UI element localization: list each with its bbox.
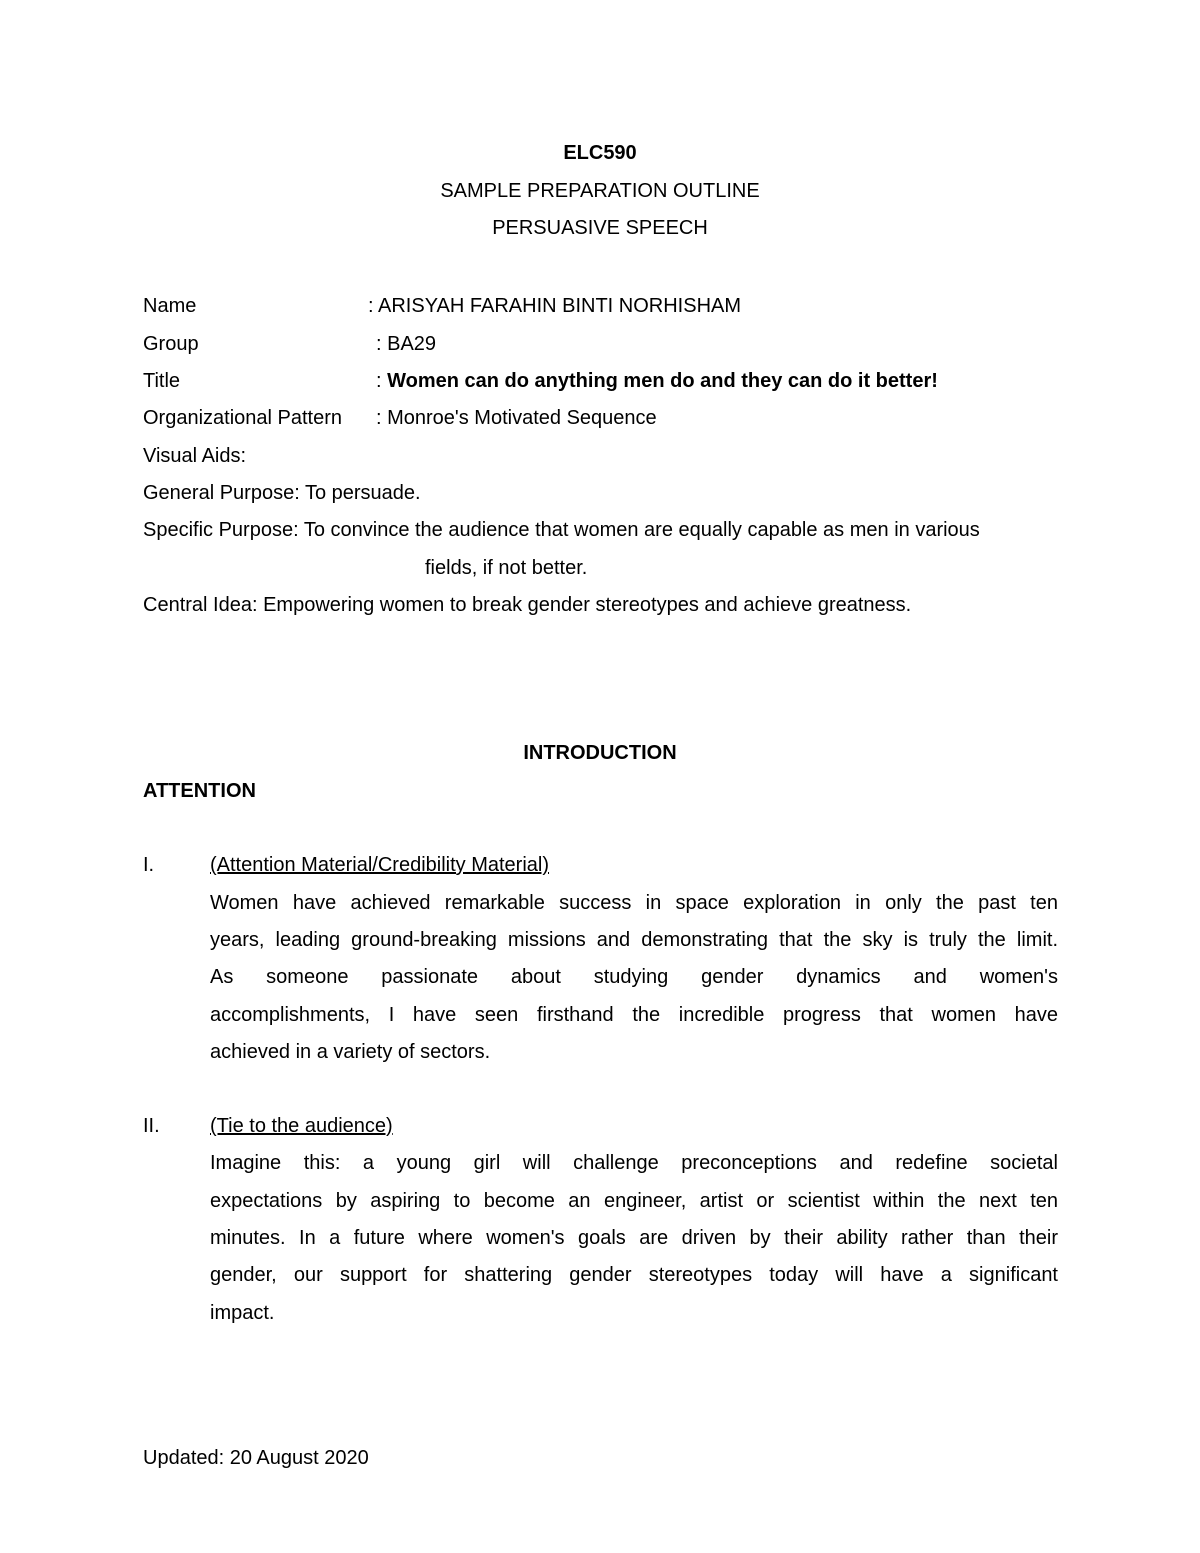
point-label: (Attention Material/Credibility Material) [210, 854, 550, 876]
point-text-line: minutes. In a future where women's goals are driven by their ability rather than their [210, 1227, 1058, 1249]
name-label: Name [143, 295, 197, 317]
point-text-line: impact. [210, 1302, 275, 1324]
pattern-label: Organizational Pattern [143, 407, 343, 429]
point-text-line: achieved in a variety of sectors. [210, 1041, 491, 1063]
attention-heading: ATTENTION [143, 780, 256, 802]
title-row [376, 369, 938, 393]
specific-purpose-line-1: Specific Purpose: To convince the audience that women are equally capable as men in various [143, 519, 980, 541]
point-text-line: accomplishments, I have seen firsthand the incredible progress that women have [210, 1004, 1058, 1026]
updated-footer: Updated: 20 August 2020 [143, 1447, 369, 1469]
point-numeral: I. [143, 854, 155, 876]
title-colon: : [376, 370, 388, 392]
speech-title: Women can do anything men do and they can do it better! [387, 370, 938, 392]
specific-purpose-line-2: fields, if not better. [425, 557, 588, 579]
point-text-line: Women have achieved remarkable success in space exploration in only the past ten [210, 892, 1058, 914]
speech-type: PERSUASIVE SPEECH [492, 217, 708, 239]
point-numeral: II. [143, 1115, 160, 1137]
central-idea: Central Idea: Empowering women to break gender stereotypes and achieve greatness. [143, 594, 912, 616]
document-type: SAMPLE PREPARATION OUTLINE [440, 180, 760, 202]
point-text-line: years, leading ground-breaking missions and demonstrating that the sky is truly the limit. [210, 929, 1058, 951]
point-text-line: gender, our support for shattering gender stereotypes today will have a significant [210, 1264, 1058, 1286]
group-label: Group [143, 333, 199, 355]
point-text-line: expectations by aspiring to become an engineer, artist or scientist within the next ten [210, 1190, 1058, 1212]
visual-aids: Visual Aids: [143, 445, 247, 467]
introduction-heading: INTRODUCTION [523, 742, 677, 764]
point-label: (Tie to the audience) [210, 1115, 393, 1137]
group-value: : BA29 [376, 333, 437, 355]
pattern-value: : Monroe's Motivated Sequence [376, 407, 657, 429]
name-value: : ARISYAH FARAHIN BINTI NORHISHAM [368, 295, 742, 317]
point-text-line: Imagine this: a young girl will challenge preconceptions and redefine societal [210, 1152, 1058, 1174]
title-label: Title [143, 370, 181, 392]
general-purpose: General Purpose: To persuade. [143, 482, 421, 504]
course-code: ELC590 [563, 142, 637, 164]
point-text-line: As someone passionate about studying gender dynamics and women's [210, 966, 1058, 988]
